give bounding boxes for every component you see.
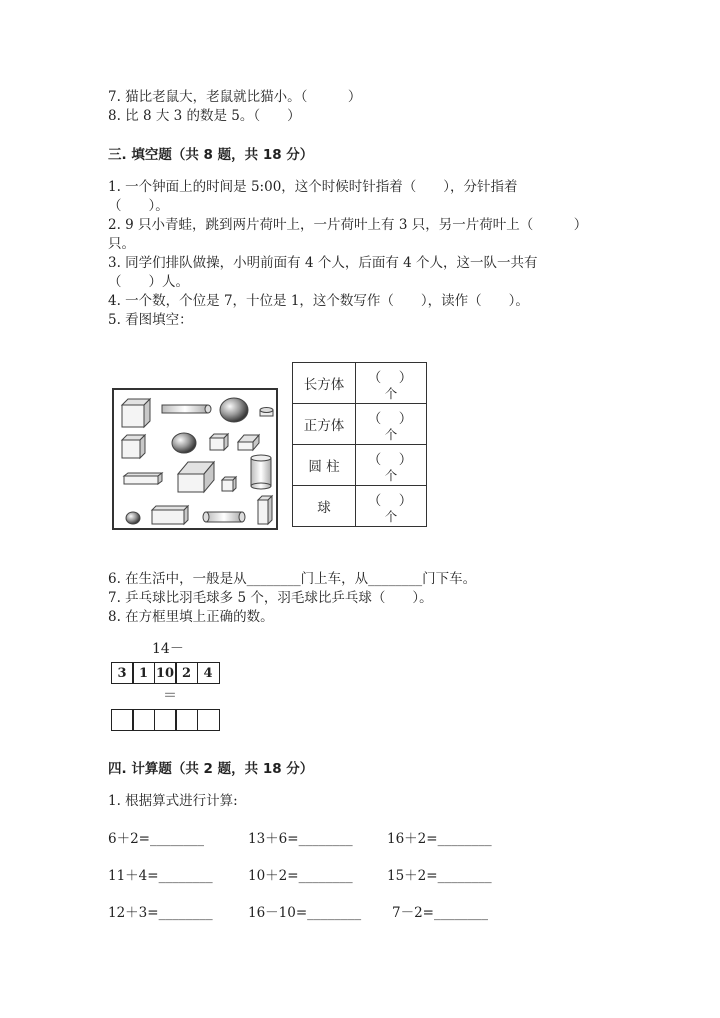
puzzle-number-cell: 10 [154,662,177,684]
unit-label: 个 [384,386,398,401]
row-label-cylinder: 圆 柱 [293,445,356,486]
fill-question-7: 7. 乒乓球比羽毛球多 5 个，羽毛球比乒乓球（ ）。 [108,590,433,606]
fill-question-4: 4. 一个数，个位是 7，十位是 1，这个数写作（ ），读作（ ）。 [108,293,529,309]
puzzle-answer-cell[interactable] [132,709,155,731]
question-7-judge: 7. 猫比老鼠大，老鼠就比猫小。（ ） [108,89,362,105]
fill-question-1: 1. 一个钟面上的时间是 5:00，这个时候时针指着（ ），分针指着 [108,179,518,195]
puzzle-number-row [112,662,220,684]
cuboid-shape-5 [258,496,272,524]
ball-shape-2 [172,433,196,453]
section-heading-calc: 四. 计算题（共 2 题，共 18 分） [108,761,314,777]
answer-paren: （ ） [367,411,415,427]
cylinder-shape-3 [251,455,271,489]
answer-cell-cube[interactable] [356,404,427,445]
section-heading-fill: 三. 填空题（共 8 题，共 18 分） [108,147,314,163]
unit-label: 个 [384,468,398,483]
question-8-judge: 8. 比 8 大 3 的数是 5。（ ） [108,108,301,124]
fill-question-2: 2. 9 只小青蛙，跳到两片荷叶上，一片荷叶上有 3 只，另一片荷叶上（ ） [108,217,588,233]
calc-item[interactable]: 12＋3=________ [108,905,213,921]
fill-question-5: 5. 看图填空： [108,312,193,328]
fill-question-8: 8. 在方框里填上正确的数。 [108,609,274,625]
calc-item[interactable]: 16－10=________ [248,905,362,921]
shape-count-table [292,362,427,527]
solids-figure [112,388,278,530]
calc-item[interactable]: 10＋2=________ [248,868,353,884]
fill-question-2-cont: 只。 [108,236,135,252]
cuboid-shape-2 [124,473,162,484]
cube-shape-2 [122,435,145,458]
table-row [293,363,427,404]
answer-paren: （ ） [367,452,415,468]
puzzle-answer-cell[interactable] [175,709,198,731]
puzzle-answer-cell[interactable] [154,709,177,731]
fill-question-3: 3. 同学们排队做操，小明前面有 4 个人，后面有 4 个人，这一队一共有 [108,255,538,271]
calc-item[interactable]: 13＋6=________ [248,831,353,847]
ball-shape-3 [126,512,140,524]
unit-label: 个 [384,427,398,442]
cylinder-shape-1 [162,405,211,413]
calc-item[interactable]: 6＋2=________ [108,831,204,847]
puzzle-equals-sign: ＝ [163,688,177,704]
answer-paren: （ ） [367,370,415,386]
row-label-sphere: 球 [293,486,356,527]
cube-shape-1 [122,399,150,427]
answer-cell-sphere[interactable] [356,486,427,527]
fill-question-6: 6. 在生活中，一般是从________门上车，从________门下车。 [108,571,477,587]
ball-shape-1 [220,398,248,422]
puzzle-number-cell: 4 [197,662,220,684]
row-label-cuboid: 长方体 [293,363,356,404]
answer-cell-cuboid[interactable] [356,363,427,404]
table-row [293,404,427,445]
puzzle-number-cell: 1 [132,662,155,684]
puzzle-answer-cell[interactable] [111,709,134,731]
row-label-cube: 正方体 [293,404,356,445]
solids-illustration [114,390,276,528]
cuboid-shape-1 [238,435,259,450]
calc-item[interactable]: 7－2=________ [392,905,488,921]
unit-label: 个 [384,509,398,524]
cylinder-shape-2 [260,408,273,417]
puzzle-answer-cell[interactable] [197,709,220,731]
cuboid-shape-3 [178,462,214,492]
calc-question-1: 1. 根据算式进行计算: [108,793,238,809]
fill-question-1-cont: （ ）。 [108,198,169,214]
answer-cell-cylinder[interactable] [356,445,427,486]
cube-shape-4 [222,477,236,491]
puzzle-number-cell: 2 [175,662,198,684]
puzzle-answer-row [112,709,220,731]
table-row [293,486,427,527]
puzzle-number-cell: 3 [111,662,134,684]
calc-item[interactable]: 16＋2=________ [387,831,492,847]
fill-question-3-cont: （ ）人。 [108,274,189,290]
cylinder-shape-4 [203,512,245,522]
table-row [293,445,427,486]
answer-paren: （ ） [367,493,415,509]
calc-item[interactable]: 15＋2=________ [387,868,492,884]
calc-item[interactable]: 11＋4=________ [108,868,213,884]
puzzle-top-label: 14－ [152,641,184,657]
cuboid-shape-4 [152,506,188,524]
cube-shape-3 [210,434,228,450]
